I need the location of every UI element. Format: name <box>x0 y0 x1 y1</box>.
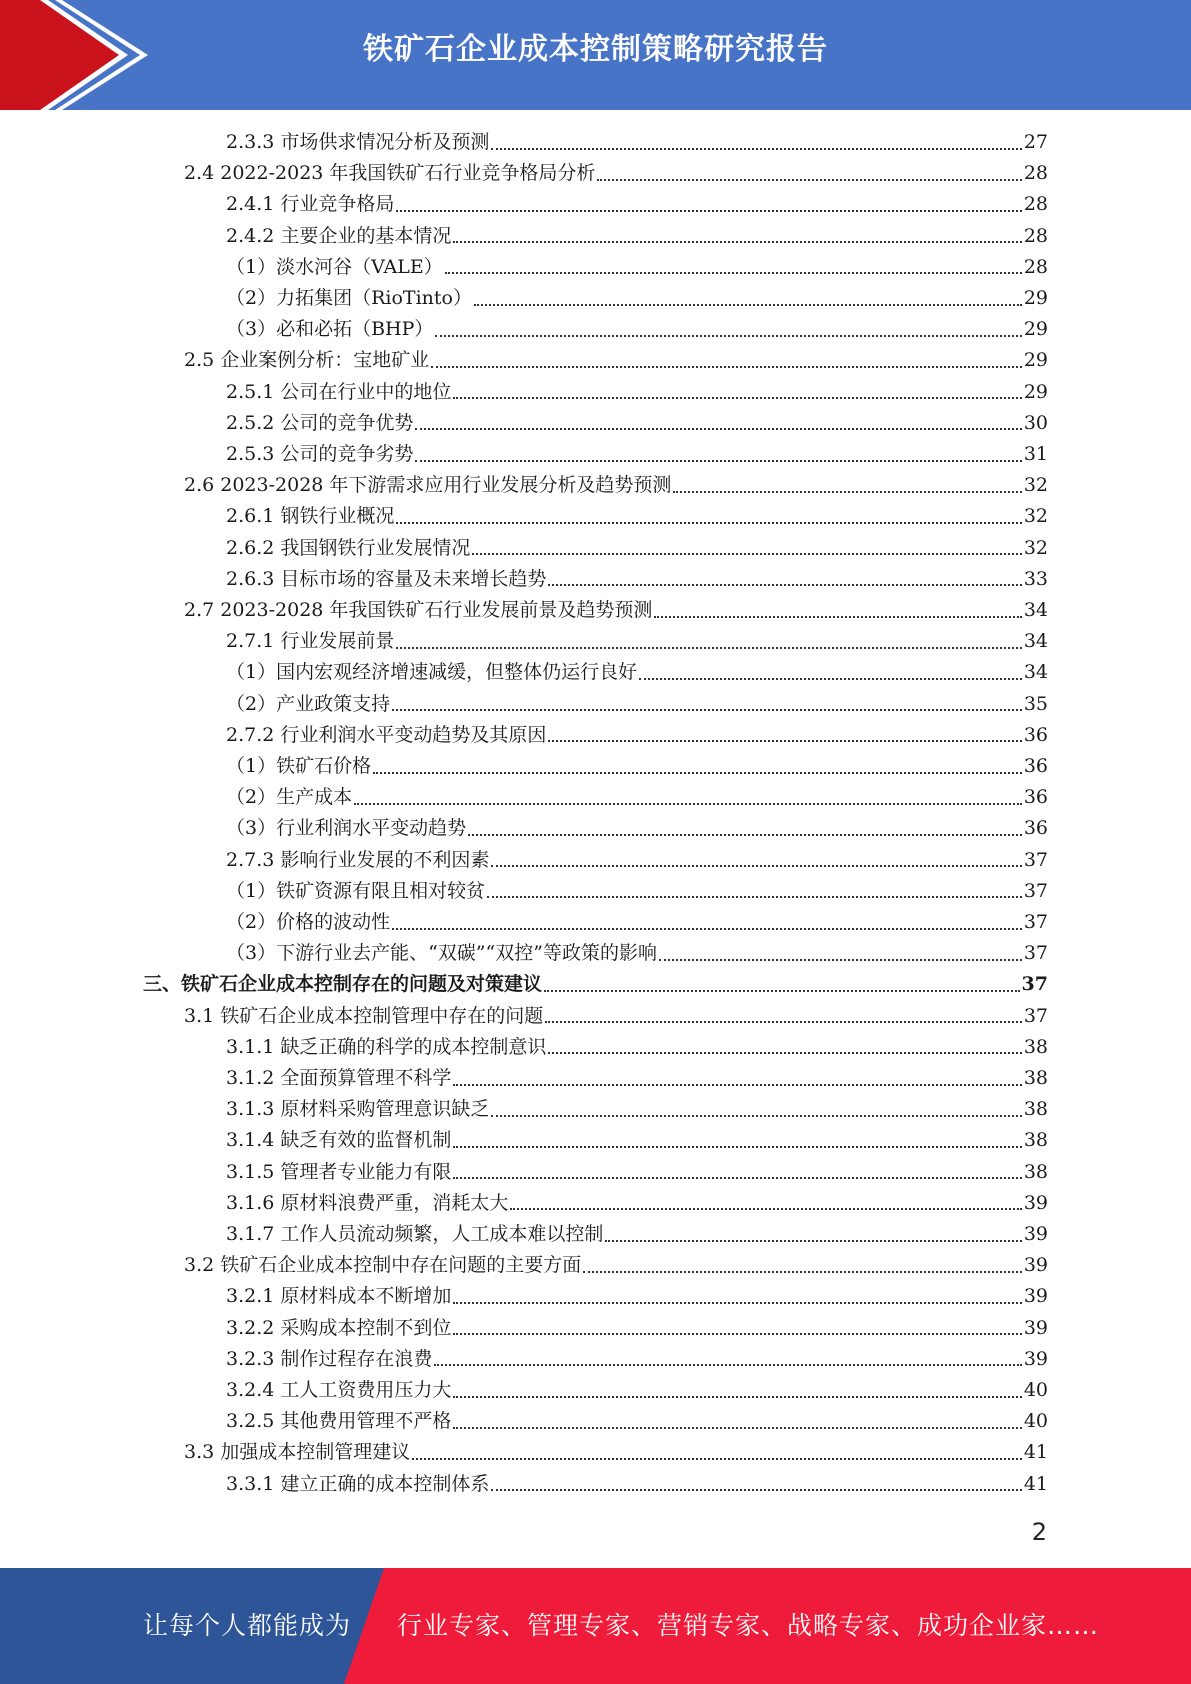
toc-dot-leader <box>445 272 1022 274</box>
toc-entry[interactable] <box>226 1063 1048 1094</box>
toc-entry-page: 29 <box>1023 349 1048 372</box>
toc-entry-title: 2.7.2 行业利润水平变动趋势及其原因 <box>226 723 547 746</box>
toc-entry[interactable] <box>226 751 1048 782</box>
page-footer <box>0 1568 1191 1684</box>
toc-entry[interactable] <box>226 533 1048 564</box>
toc-entry[interactable] <box>226 127 1048 158</box>
toc-entry-title: 3.2.4 工人工资费用压力大 <box>226 1379 452 1401</box>
toc-entry-title: 3.1.7 工作人员流动频繁，人工成本难以控制 <box>226 1223 604 1245</box>
toc-dot-leader <box>453 1427 1021 1429</box>
toc-entry-page: 39 <box>1023 1285 1048 1308</box>
toc-entry[interactable] <box>226 564 1048 595</box>
toc-entry-page: 41 <box>1023 1441 1048 1464</box>
toc-entry[interactable] <box>226 1313 1048 1344</box>
toc-entry[interactable] <box>226 1281 1048 1312</box>
toc-entry[interactable] <box>226 1125 1048 1156</box>
toc-entry[interactable] <box>226 1469 1048 1500</box>
toc-entry-page: 37 <box>1023 911 1048 933</box>
toc-entry-page: 36 <box>1023 755 1048 777</box>
toc-entry-page: 36 <box>1023 817 1048 840</box>
toc-dot-leader <box>354 803 1022 805</box>
toc-entry-title: 3.1.1 缺乏正确的科学的成本控制意识 <box>226 1035 547 1058</box>
toc-entry-title: 2.5.3 公司的竞争劣势 <box>226 443 414 465</box>
toc-entry-title: 3.2.3 制作过程存在浪费 <box>226 1347 433 1370</box>
toc-entry[interactable] <box>184 1437 1048 1468</box>
toc-entry-page: 28 <box>1023 224 1048 247</box>
toc-entry[interactable] <box>226 938 1048 969</box>
toc-entry-title: 3.3.1 建立正确的成本控制体系 <box>226 1472 490 1495</box>
toc-dot-leader <box>491 1115 1021 1117</box>
toc-entry-title: （1）铁矿资源有限且相对较贫 <box>226 879 486 902</box>
toc-entry-page: 39 <box>1023 1254 1048 1277</box>
toc-entry[interactable] <box>226 1406 1048 1437</box>
toc-entry-title: 2.4.1 行业竞争格局 <box>226 193 395 216</box>
toc-dot-leader <box>545 1021 1022 1023</box>
toc-entry[interactable] <box>184 470 1048 501</box>
toc-entry-page: 34 <box>1023 599 1048 621</box>
toc-entry-title: 3.3 加强成本控制管理建议 <box>184 1441 411 1464</box>
toc-entry[interactable] <box>226 845 1048 876</box>
toc-entry-page: 39 <box>1023 1347 1048 1370</box>
toc-dot-leader <box>396 647 1021 649</box>
toc-entry-title: 三、铁矿石企业成本控制存在的问题及对策建议 <box>143 973 543 996</box>
toc-entry[interactable] <box>184 1001 1048 1032</box>
toc-entry[interactable] <box>226 657 1048 688</box>
toc-dot-leader <box>453 1177 1021 1179</box>
toc-dot-leader <box>474 304 1022 306</box>
toc-dot-leader <box>639 678 1022 680</box>
toc-entry-page: 28 <box>1023 255 1048 278</box>
toc-dot-leader <box>453 1333 1021 1335</box>
toc-dot-leader <box>510 1208 1021 1210</box>
toc-entry-page: 37 <box>1023 1004 1048 1027</box>
toc-entry[interactable] <box>226 1032 1048 1063</box>
toc-dot-leader <box>583 1271 1022 1273</box>
toc-entry[interactable] <box>226 720 1048 751</box>
toc-entry-title: （1）国内宏观经济增速减缓，但整体仍运行良好 <box>226 661 638 684</box>
toc-entry-title: 3.2.5 其他费用管理不严格 <box>226 1410 452 1433</box>
toc-entry[interactable] <box>226 1094 1048 1125</box>
toc-entry-page: 39 <box>1023 1191 1048 1214</box>
toc-dot-leader <box>453 1396 1021 1398</box>
footer-slogan-left: 让每个人都能成为 <box>143 1611 352 1640</box>
toc-entry-page: 34 <box>1023 630 1048 653</box>
toc-entry[interactable] <box>226 626 1048 657</box>
toc-entry-title: 3.1.6 原材料浪费严重，消耗太大 <box>226 1191 509 1214</box>
toc-entry-page: 38 <box>1023 1067 1048 1089</box>
toc-entry[interactable] <box>226 252 1048 283</box>
toc-entry[interactable] <box>226 876 1048 907</box>
toc-dot-leader <box>491 148 1021 150</box>
toc-entry-page: 28 <box>1023 162 1048 185</box>
toc-entry-title: 2.7.3 影响行业发展的不利因素 <box>226 848 490 871</box>
toc-entry-page: 33 <box>1023 567 1048 590</box>
toc-entry-title: 2.6 2023-2028 年下游需求应用行业发展分析及趋势预测 <box>184 474 672 497</box>
toc-entry-page: 32 <box>1023 505 1048 528</box>
toc-entry-title: （2）价格的波动性 <box>226 911 391 933</box>
toc-entry-title: 2.7.1 行业发展前景 <box>226 630 395 653</box>
toc-dot-leader <box>548 584 1021 586</box>
toc-entry-title: 3.2.2 采购成本控制不到位 <box>226 1316 452 1339</box>
toc-entry-title: （1）淡水河谷（VALE） <box>226 255 443 278</box>
toc-entry-page: 40 <box>1023 1379 1048 1401</box>
toc-entry[interactable] <box>226 283 1048 314</box>
toc-dot-leader <box>392 709 1022 711</box>
toc-dot-leader <box>435 335 1021 337</box>
toc-dot-leader <box>434 1364 1021 1366</box>
toc-entry-title: 2.6.2 我国钢铁行业发展情况 <box>226 536 471 559</box>
toc-entry-page: 36 <box>1023 786 1048 809</box>
toc-entry-title: 2.5 企业案例分析：宝地矿业 <box>184 349 430 372</box>
toc-entry[interactable] <box>184 158 1048 189</box>
toc-dot-leader <box>491 865 1021 867</box>
toc-dot-leader <box>597 179 1021 181</box>
toc-entry-title: （2）生产成本 <box>226 786 353 809</box>
toc-entry-page: 29 <box>1023 287 1048 309</box>
toc-entry[interactable] <box>184 595 1048 626</box>
toc-entry[interactable] <box>226 1219 1048 1250</box>
toc-dot-leader <box>431 366 1022 368</box>
toc-entry-title: 2.5.2 公司的竞争优势 <box>226 411 414 434</box>
toc-entry-page: 29 <box>1023 380 1048 403</box>
toc-dot-leader <box>548 1052 1021 1054</box>
toc-entry-title: 2.6.3 目标市场的容量及未来增长趋势 <box>226 567 547 590</box>
toc-entry-page: 28 <box>1023 193 1048 216</box>
toc-entry-page: 39 <box>1023 1223 1048 1245</box>
toc-entry-title: （1）铁矿石价格 <box>226 755 372 777</box>
toc-dot-leader <box>453 241 1021 243</box>
toc-entry-title: 3.1 铁矿石企业成本控制管理中存在的问题 <box>184 1004 544 1027</box>
toc-entry[interactable] <box>226 813 1048 844</box>
toc-dot-leader <box>654 616 1021 618</box>
toc-dot-leader <box>605 1240 1021 1242</box>
toc-entry[interactable] <box>226 314 1048 345</box>
toc-entry-title: 2.5.1 公司在行业中的地位 <box>226 380 452 403</box>
toc-dot-leader <box>412 1458 1022 1460</box>
toc-dot-leader <box>453 1146 1021 1148</box>
toc-entry-page: 27 <box>1023 131 1048 153</box>
toc-entry-page: 38 <box>1023 1035 1048 1058</box>
toc-dot-leader <box>659 959 1022 961</box>
toc-entry-page: 31 <box>1023 443 1048 465</box>
toc-entry-title: 2.7 2023-2028 年我国铁矿石行业发展前景及趋势预测 <box>184 599 653 621</box>
toc-entry-page: 36 <box>1023 723 1048 746</box>
toc-entry-title: 3.2 铁矿石企业成本控制中存在问题的主要方面 <box>184 1254 582 1277</box>
toc-entry-page: 32 <box>1023 536 1048 559</box>
toc-entry[interactable] <box>226 689 1048 720</box>
toc-dot-leader <box>392 928 1022 930</box>
toc-dot-leader <box>548 740 1021 742</box>
toc-entry-title: 3.1.4 缺乏有效的监督机制 <box>226 1129 452 1152</box>
toc-entry-title: （3）行业利润水平变动趋势 <box>226 817 467 840</box>
toc-entry[interactable] <box>226 501 1048 532</box>
toc-dot-leader <box>396 210 1021 212</box>
toc-entry-page: 37 <box>1023 879 1048 902</box>
toc-entry[interactable] <box>226 1157 1048 1188</box>
toc-dot-leader <box>396 522 1021 524</box>
toc-entry[interactable] <box>226 377 1048 408</box>
toc-entry-page: 34 <box>1023 661 1048 684</box>
toc-dot-leader <box>453 1084 1021 1086</box>
toc-entry[interactable] <box>226 408 1048 439</box>
toc-entry-page: 41 <box>1023 1472 1048 1495</box>
toc-dot-leader <box>468 834 1022 836</box>
toc-dot-leader <box>453 1302 1021 1304</box>
toc-entry-page: 35 <box>1023 692 1048 715</box>
toc-entry-page: 30 <box>1023 411 1048 434</box>
toc-entry[interactable] <box>184 1250 1048 1281</box>
toc-entry[interactable] <box>226 782 1048 813</box>
toc-entry-title: 3.1.2 全面预算管理不科学 <box>226 1067 452 1089</box>
footer-slogan-right: 行业专家、管理专家、营销专家、战略专家、成功企业家…… <box>397 1611 1100 1640</box>
toc-entry-page: 38 <box>1023 1160 1048 1183</box>
toc-entry[interactable] <box>226 1375 1048 1406</box>
toc-dot-leader <box>415 428 1021 430</box>
report-title: 铁矿石企业成本控制策略研究报告 <box>363 32 828 67</box>
toc-dot-leader <box>472 553 1021 555</box>
page-header <box>0 0 1191 110</box>
toc-entry-title: （3）下游行业去产能、“双碳”“双控”等政策的影响 <box>226 942 657 965</box>
toc-entry[interactable] <box>226 1344 1048 1375</box>
toc-entry[interactable] <box>226 189 1048 220</box>
toc-entry-page: 39 <box>1023 1316 1048 1339</box>
toc-entry-page: 38 <box>1023 1129 1048 1152</box>
toc-entry-title: 3.2.1 原材料成本不断增加 <box>226 1285 452 1308</box>
toc-entry-title: 3.1.3 原材料采购管理意识缺乏 <box>226 1098 490 1121</box>
toc-entry-page: 37 <box>1021 973 1048 996</box>
page-number: 2 <box>1031 1518 1047 1546</box>
toc-dot-leader <box>415 460 1021 462</box>
toc-entry-title: 3.1.5 管理者专业能力有限 <box>226 1160 452 1183</box>
toc-entry-page: 37 <box>1023 942 1048 965</box>
toc-entry[interactable] <box>143 969 1048 1000</box>
toc-entry-title: 2.3.3 市场供求情况分析及预测 <box>226 131 490 153</box>
toc-dot-leader <box>487 896 1022 898</box>
toc-dot-leader <box>673 491 1021 493</box>
toc-entry-page: 38 <box>1023 1098 1048 1121</box>
toc-dot-leader <box>373 772 1022 774</box>
toc-entry-page: 40 <box>1023 1410 1048 1433</box>
toc-dot-leader <box>544 990 1020 992</box>
toc-entry[interactable] <box>226 439 1048 470</box>
toc-entry[interactable] <box>226 907 1048 938</box>
toc-entry-page: 32 <box>1023 474 1048 497</box>
toc-entry-page: 37 <box>1023 848 1048 871</box>
toc-entry-title: （2）产业政策支持 <box>226 692 391 715</box>
toc-entry-title: 2.4.2 主要企业的基本情况 <box>226 224 452 247</box>
toc-dot-leader <box>453 397 1021 399</box>
toc-entry-page: 29 <box>1023 318 1048 341</box>
toc-entry-title: 2.6.1 钢铁行业概况 <box>226 505 395 528</box>
toc-entry-title: 2.4 2022-2023 年我国铁矿石行业竞争格局分析 <box>184 162 596 185</box>
toc-entry[interactable] <box>226 1188 1048 1219</box>
toc-entry-title: （3）必和必拓（BHP） <box>226 318 434 341</box>
toc-entry[interactable] <box>226 221 1048 252</box>
toc-dot-leader <box>491 1489 1021 1491</box>
toc-entry[interactable] <box>184 345 1048 376</box>
toc-entry-title: （2）力拓集团（RioTinto） <box>226 287 472 309</box>
